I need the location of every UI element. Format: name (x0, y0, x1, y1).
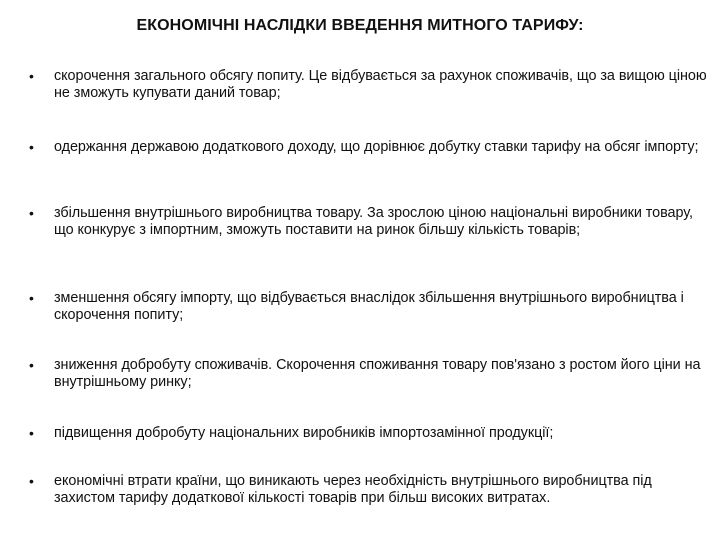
bullet-icon: • (29, 68, 34, 84)
bullet-icon: • (29, 357, 34, 373)
list-item-text: збільшення внутрішнього виробництва товару. За зрослою ціною національні виробники товару, що конкурує з імпортним, зможуть поставити на ринок більшу кількість товарів; (54, 205, 693, 238)
bullet-icon: • (29, 139, 34, 155)
slide-title: ЕКОНОМІЧНІ НАСЛІДКИ ВВЕДЕННЯ МИТНОГО ТАРИФУ: (136, 17, 584, 34)
list-item-text: економічні втрати країни, що виникають через необхідність внутрішнього виробництва під захистом тарифу додаткової кількості товарів при більш високих витратах. (54, 473, 652, 506)
bullet-icon: • (29, 205, 34, 221)
bullet-icon: • (29, 473, 34, 489)
list-item-text: зменшення обсягу імпорту, що відбувається внаслідок збільшення внутрішнього виробництва і скорочення попиту; (54, 290, 684, 323)
list-item-text: одержання державою додаткового доходу, що дорівнює добутку ставки тарифу на обсяг імпорту; (54, 139, 699, 155)
list-item-text: зниження добробуту споживачів. Скорочення споживання товару пов'язано з ростом його ціни на внутрішньому ринку; (54, 357, 701, 390)
bullet-icon: • (29, 425, 34, 441)
list-item-text: скорочення загального обсягу попиту. Це відбувається за рахунок споживачів, що за вищою ціною не зможуть купувати даний товар; (54, 68, 707, 101)
bullet-icon: • (29, 290, 34, 306)
list-item-text: підвищення добробуту національних виробників імпортозамінної продукції; (54, 425, 554, 441)
